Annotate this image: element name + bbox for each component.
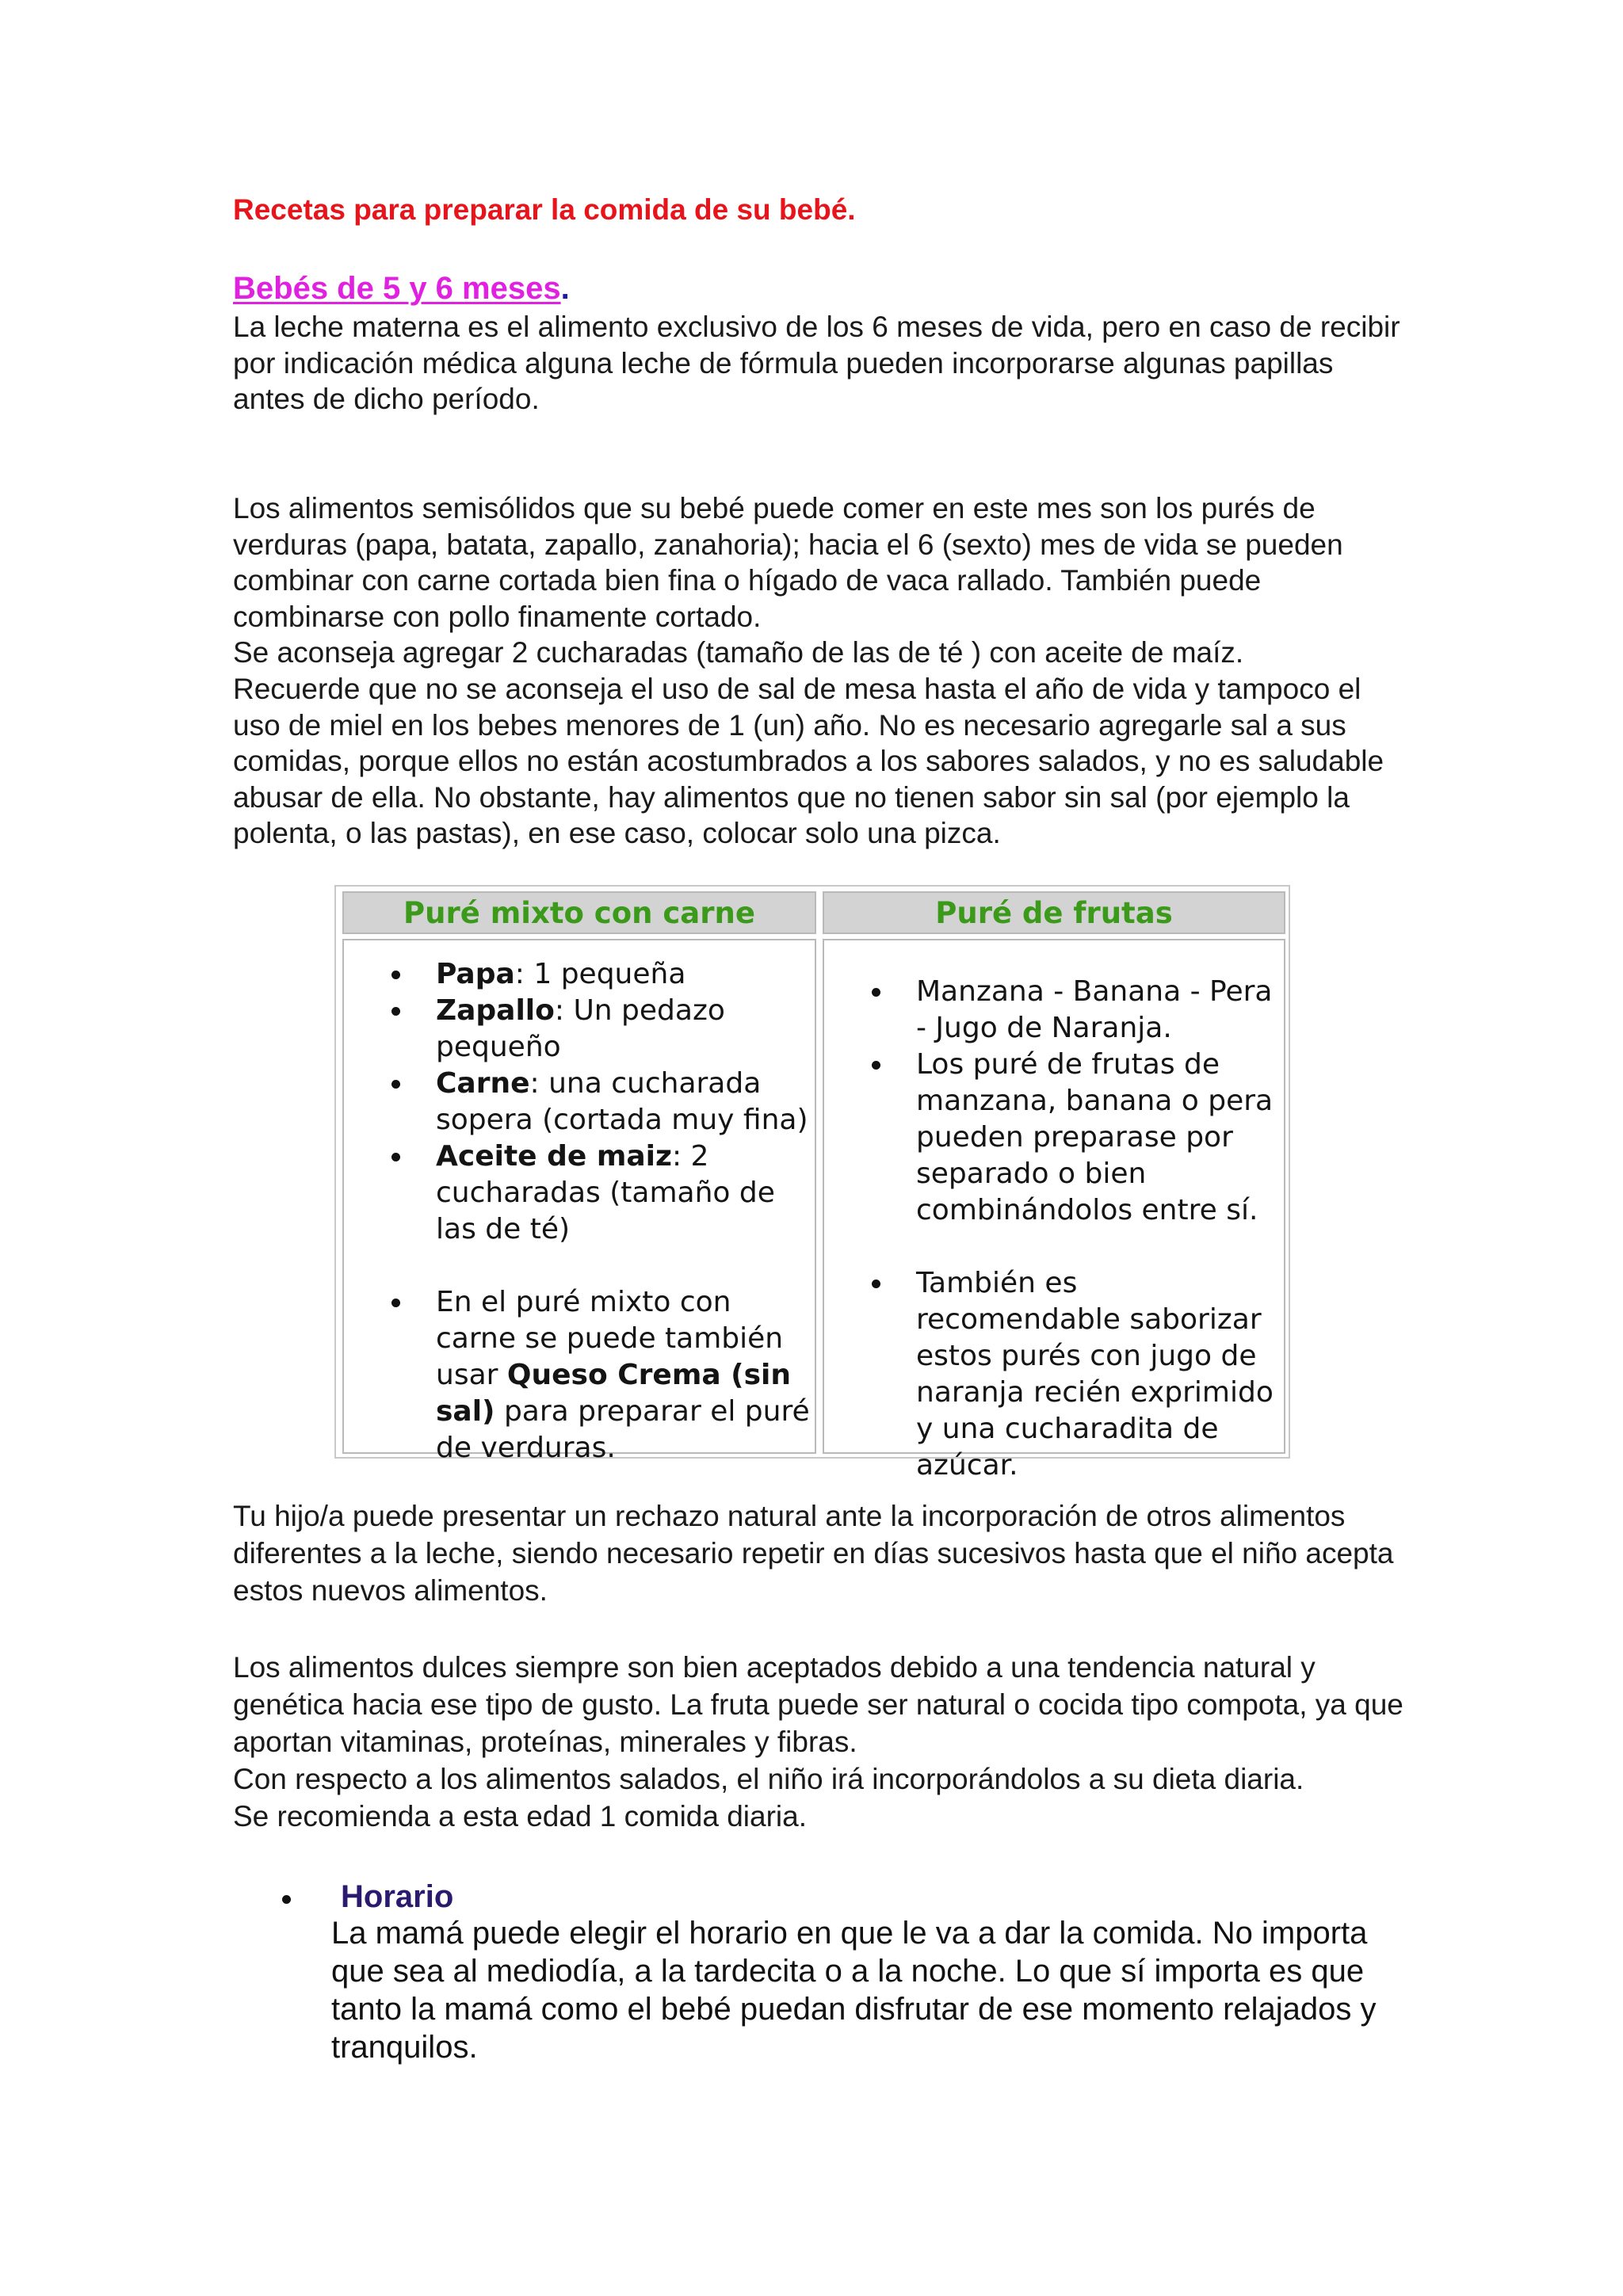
table-header-pure-mixto: Puré mixto con carne [342, 891, 816, 934]
list-item [344, 1066, 812, 1138]
list-item [344, 1284, 812, 1466]
note-bold: Queso Crema (sin sal) [436, 1359, 792, 1428]
semisolid-text-3: Recuerde que no se aconseja el uso de sal de mesa hasta el año de vida y tampoco el uso de miel en los bebes menores de 1 (un) año. No es necesario agregarle sal a sus comidas, porque ellos no están acostumbrados a los sabores salados, y no es saludable abusar de ella. No obstante, hay alimentos que no tienen sabor sin sal (por ejemplo la polenta, o las pastas), en ese caso, colocar solo una pizca. [233, 672, 1384, 850]
note-after: para preparar el puré de verduras. [436, 1395, 810, 1464]
section-heading-period: . [560, 271, 570, 306]
table-cell-pure-frutas [823, 939, 1285, 1482]
horario-text: La mamá puede elegir el horario en que le va a dar la comida. No importa que sea al mediodía, a la tardecita o a la noche. Lo que sí importa es que tanto la mamá como el bebé puedan disfrutar de ese momento relajados y tranquilos. [331, 1916, 1377, 2065]
table-cell-pure-mixto [342, 939, 816, 1464]
intro-paragraph [233, 309, 1406, 418]
sweet-foods-paragraph [233, 1649, 1406, 1835]
section-heading-link[interactable]: Bebés de 5 y 6 meses [233, 271, 561, 306]
ingredient-detail: : 1 pequeña [514, 958, 686, 990]
table-header-pure-frutas: Puré de frutas [823, 891, 1285, 934]
note-before: En el puré mixto con carne se puede también usar [436, 1286, 784, 1391]
horario-title: Horario [341, 1879, 454, 1914]
semisolid-paragraph [233, 490, 1406, 852]
rejection-paragraph [233, 1497, 1406, 1609]
list-item: Los puré de frutas de manzana, banana o pera pueden preparase por separado o bien combinándolos entre sí. [824, 1047, 1281, 1229]
document-title: Recetas para preparar la comida de su bebé. [233, 193, 856, 226]
ingredient-detail: : una cucharada sopera (cortada muy fina) [436, 1067, 808, 1136]
ingredient-name: Aceite de maiz [436, 1140, 672, 1173]
bullet-icon [282, 1895, 291, 1904]
ingredient-detail: : Un pedazo pequeño [436, 994, 725, 1063]
fruit-list [824, 974, 1281, 1484]
list-item: También es recomendable saborizar estos purés con jugo de naranja recién exprimido y una cucharadita de azúcar. [824, 1265, 1281, 1484]
list-item [344, 956, 812, 993]
semisolid-text-1: Los alimentos semisólidos que su bebé puede comer en este mes son los purés de verduras (papa, batata, zapallo, zanahoria); hacia el 6 (sexto) mes de vida se pueden combinar con carne cortada bien fina o hígado de vaca rallado. También puede combinarse con pollo finamente cortado. [233, 492, 1343, 633]
semisolid-text-2: Se aconseja agregar 2 cucharadas (tamaño de las de té ) con aceite de maíz. [233, 636, 1244, 669]
ingredient-list [344, 956, 812, 1466]
rejection-text: Tu hijo/a puede presentar un rechazo natural ante la incorporación de otros alimentos diferentes a la leche, siendo necesario repetir en días sucesivos hasta que el niño acepta estos nuevos alimentos. [233, 1500, 1394, 1607]
recipe-table [334, 885, 1290, 1482]
sweet-foods-text-3: Se recomienda a esta edad 1 comida diaria. [233, 1800, 807, 1833]
ingredient-name: Papa [436, 958, 515, 990]
sweet-foods-text-2: Con respecto a los alimentos salados, el niño irá incorporándolos a su dieta diaria. [233, 1763, 1304, 1795]
list-item: Manzana - Banana - Pera - Jugo de Naranja. [824, 974, 1281, 1047]
ingredient-name: Zapallo [436, 994, 555, 1027]
section-heading [233, 271, 570, 307]
list-item [344, 993, 812, 1066]
list-item [344, 1138, 812, 1248]
intro-text: La leche materna es el alimento exclusivo de los 6 meses de vida, pero en caso de recibir por indicación médica alguna leche de fórmula pueden incorporarse algunas papillas antes de dicho período. [233, 311, 1400, 416]
ingredient-detail: : 2 cucharadas (tamaño de las de té) [436, 1140, 775, 1245]
sweet-foods-text-1: Los alimentos dulces siempre son bien aceptados debido a una tendencia natural y genética hacia ese tipo de gusto. La fruta puede ser natural o cocida tipo compota, ya que aportan vitaminas, proteínas, minerales y fibras. [233, 1651, 1403, 1758]
ingredient-name: Carne [436, 1067, 530, 1100]
